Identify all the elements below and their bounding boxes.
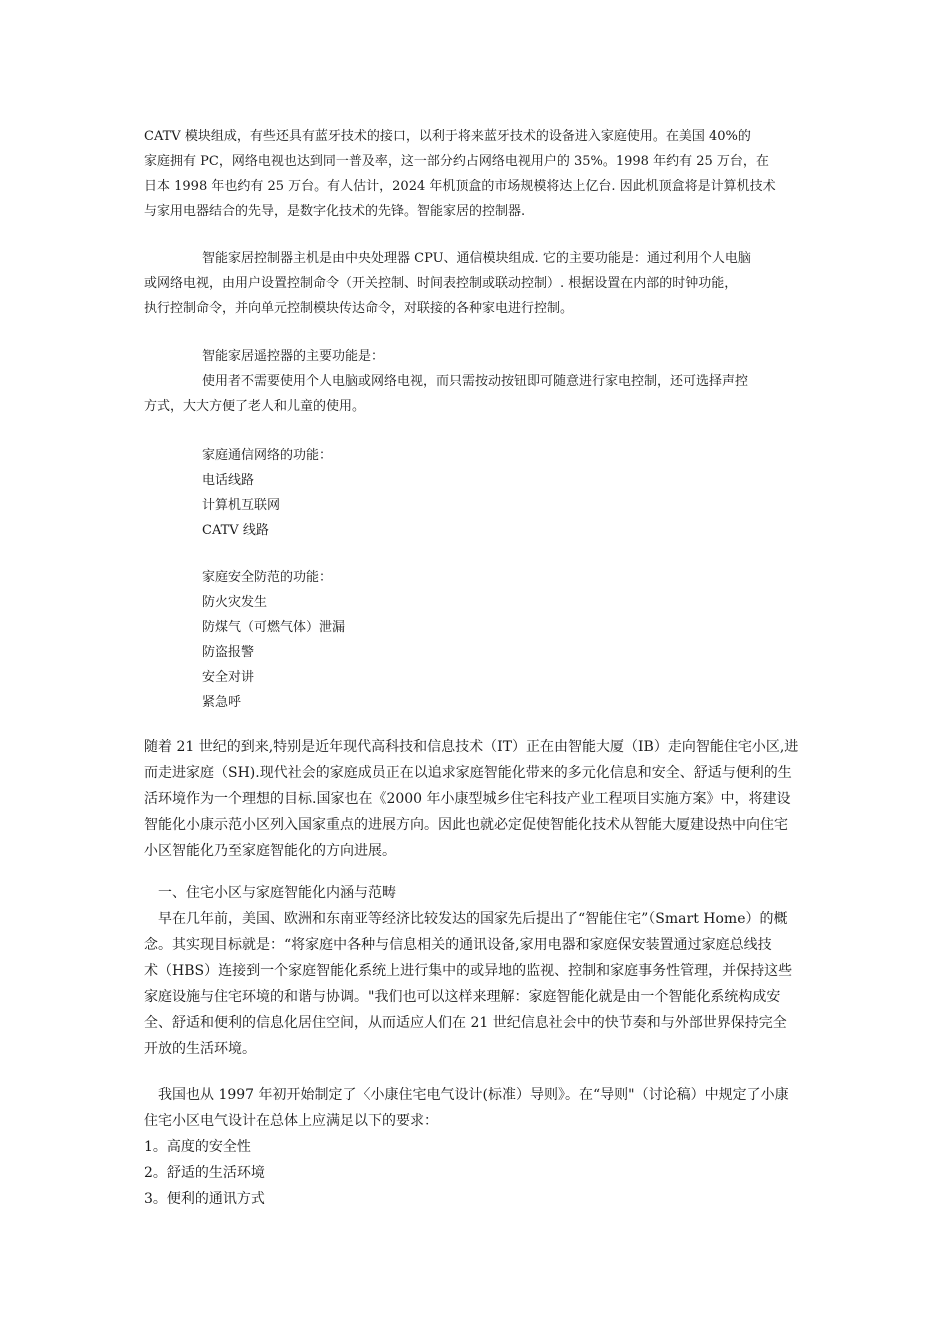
list-item: CATV 线路: [202, 523, 269, 538]
text-line: 住宅小区电气设计在总体上应满足以下的要求：: [144, 1113, 438, 1129]
text-line: 活环境作为一个理想的目标.国家也在《2000 年小康型城乡住宅科技产业工程项目实施方案》中，将建设: [144, 791, 791, 807]
text-line: 执行控制命令，并向单元控制模块传达命令，对联接的各种家电进行控制。: [144, 301, 574, 316]
remote-heading: 智能家居遥控器的主要功能是：: [202, 349, 385, 364]
list-item: 电话线路: [202, 473, 255, 488]
paragraph-remote: [144, 344, 814, 419]
list-item: 1。高度的安全性: [144, 1139, 251, 1155]
text-line: 我国也从 1997 年初开始制定了〈小康住宅电气设计(标准）导则》。在“导则"（讨论稿）中规定了小康: [158, 1087, 789, 1103]
text-line: 家庭设施与住宅环境的和谐与协调。"我们也可以这样来理解：家庭智能化就是由一个智能化系统构成安: [144, 989, 781, 1005]
text-line: 使用者不需要使用个人电脑或网络电视，而只需按动按钮即可随意进行家电控制，还可选择声控: [202, 374, 749, 389]
section-heading: [144, 880, 814, 906]
paragraph-controller: [144, 246, 814, 321]
paragraph-settop-box: [144, 124, 814, 224]
text-line: 家庭拥有 PC，网络电视也达到同一普及率，这一部分约占网络电视用户的 35%。1998 年约有 25 万台，在: [144, 154, 769, 169]
text-line: 而走进家庭（SH).现代社会的家庭成员正在以追求家庭智能化带来的多元化信息和安全、舒适与便利的生: [144, 765, 792, 781]
text-line: 全、舒适和便利的信息化居住空间，从而适应人们在 21 世纪信息社会中的快节奏和与外部世界保持完全: [144, 1015, 787, 1031]
paragraph-intro: [144, 734, 814, 864]
text-line: 智能家居控制器主机是由中央处理器 CPU、通信模块组成. 它的主要功能是：通过利用个人电脑: [202, 251, 751, 266]
text-line: 日本 1998 年也约有 25 万台。有人估计，2024 年机顶盒的市场规模将达上亿台. 因此机顶盒将是计算机技术: [144, 179, 776, 194]
network-heading: 家庭通信网络的功能：: [202, 448, 333, 463]
list-item: 防盗报警: [202, 645, 255, 660]
text-line: 或网络电视，由用户设置控制命令（开关控制、时间表控制或联动控制）. 根据设置在内部的时钟功能，: [144, 276, 738, 291]
list-item: 3。便利的通讯方式: [144, 1191, 265, 1207]
list-item: 计算机互联网: [202, 498, 281, 513]
list-network: [144, 443, 814, 543]
paragraph-definition: [144, 906, 814, 1062]
list-item: 防火灾发生: [202, 595, 268, 610]
text-line: 开放的生活环境。: [144, 1041, 256, 1057]
security-heading: 家庭安全防范的功能：: [202, 570, 333, 585]
text-line: 术（HBS）连接到一个家庭智能化系统上进行集中的或异地的监视、控制和家庭事务性管理，并保持这些: [144, 963, 793, 979]
text-line: 念。其实现目标就是：“将家庭中各种与信息相关的通讯设备,家用电器和家庭保安装置通过家庭总线技: [144, 937, 772, 953]
text-line: 早在几年前，美国、欧洲和东南亚等经济比较发达的国家先后提出了“智能住宅”（Smart Home）的概: [158, 911, 788, 927]
text-line: 小区智能化乃至家庭智能化的方向进展。: [144, 843, 396, 859]
list-security: [144, 565, 814, 715]
text-line: 智能化小康示范小区列入国家重点的进展方向。因此也就必定促使智能化技术从智能大厦建设热中向住宅: [144, 817, 788, 833]
text-line: 方式，大大方便了老人和儿童的使用。: [144, 399, 366, 414]
paragraph-standard: [144, 1082, 814, 1212]
list-item: 安全对讲: [202, 670, 255, 685]
text-line: 与家用电器结合的先导，是数字化技术的先锋。智能家居的控制器.: [144, 204, 526, 219]
list-item: 紧急呼: [202, 695, 242, 710]
text-line: 随着 21 世纪的到来,特别是近年现代高科技和信息技术（IT）正在由智能大厦（IB）走向智能住宅小区,进: [144, 739, 799, 755]
text-line: CATV 模块组成，有些还具有蓝牙技术的接口，以利于将来蓝牙技术的设备进入家庭使用。在美国 40%的: [144, 129, 751, 144]
list-item: 防煤气（可燃气体）泄漏: [202, 620, 346, 635]
list-item: 2。舒适的生活环境: [144, 1165, 265, 1181]
heading-text: 一、住宅小区与家庭智能化内涵与范畴: [158, 885, 396, 901]
